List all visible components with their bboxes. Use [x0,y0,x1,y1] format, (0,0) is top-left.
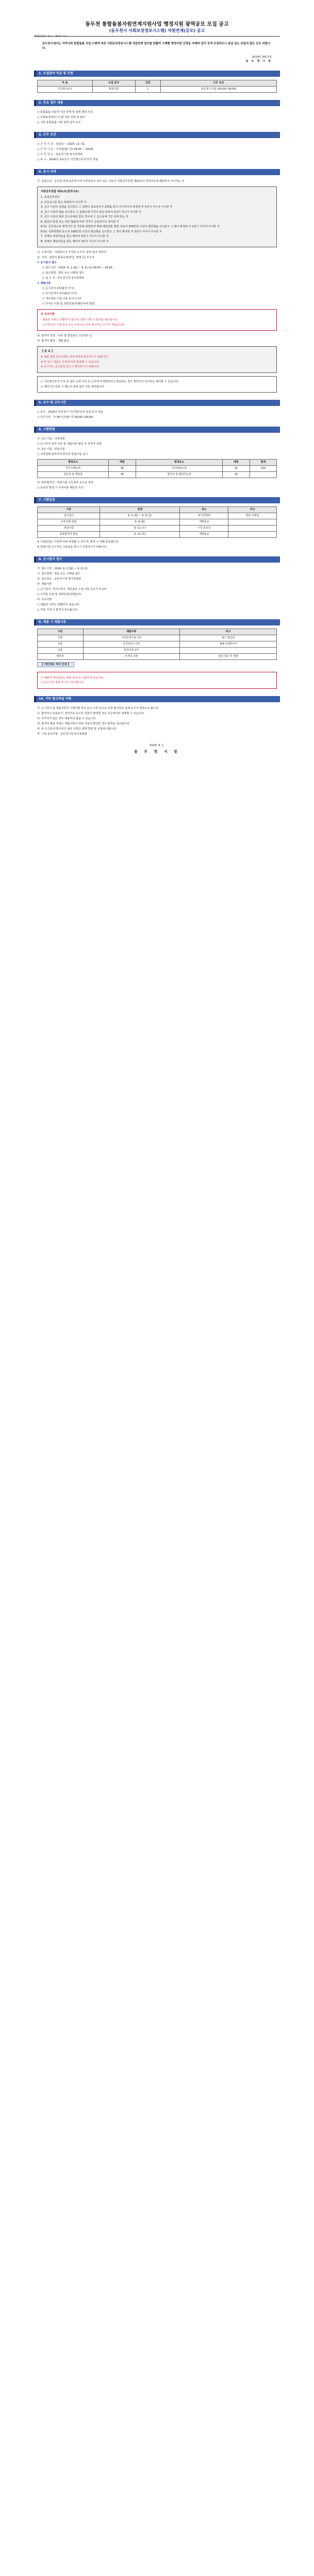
section-other [34,696,280,736]
list-item: 나. 2차 시험 : 면접시험 [37,448,65,451]
section-heading: 1. 모집분야 직급 및 인원 [34,71,280,77]
table-cell: 면접시험 [38,526,100,532]
table-cell: 행정지원 [92,87,135,93]
title-divider [34,36,280,37]
column-header: 제출서류 [83,629,180,635]
section-heading: 6. 시험방법 [34,427,280,433]
list-item: ○ 계약기간 만료 시 별도의 절차 없이 자동 해지됩니다. [41,385,105,388]
list-item: 1. 피성년후견인 [41,196,60,199]
table-cell: 공통 [38,635,84,641]
list-item: 가. 접수기간 : 2024. 9. 2.(월) ~ 9. 6.(금) [37,567,88,570]
list-item: ○ 자기소개서 1부(붙임 서식) [42,292,77,295]
table-cell: 통장사본 1부 [83,648,180,654]
table-row [38,532,277,538]
table-cell: 30 [109,472,136,478]
table-cell: 시청 회의실 [180,526,228,532]
list-item: ○ 근 무 기 간 : 임용일 ~ 2024. 12. 31. [37,143,86,146]
list-item: 라. 제출서류 [37,583,52,586]
notice-page [0,22,314,774]
table-row [38,87,277,93]
list-item: ○ 응시자격 적격 여부 및 제출서류 확인 후 적격자 선발 [37,443,102,446]
column-header: 장소 [180,507,228,513]
list-item: ※ 응시자는 공고문을 반드시 확인하시기 바랍니다. [41,365,100,368]
date-box [0,55,272,63]
notice-box [37,309,277,331]
table-cell: 건강진단서 1부 [83,641,180,648]
table-cell: 의사표현능력 [136,466,223,472]
table-row [38,526,277,532]
table-cell: 자격증 원본 [83,654,180,660]
column-header: 합계 [250,460,276,466]
list-item: 마. 본 공고문에 명시되지 않은 사항은 관계 법령 및 규정에 따릅니다. [37,727,118,731]
section-heading: 5. 보수 및 근무시간 [34,400,280,406]
table-row [38,648,277,654]
list-item: ※ 시험일정은 사정에 따라 변경될 수 있으며, 변경 시 개별 통보합니다. [37,540,120,544]
section-application [34,556,280,612]
footer-org: 동 두 천 시 장 [134,749,180,754]
list-item: ○ 자격증 사본 및 경력증명서(해당자) [37,593,81,596]
list-item: 6의3. 성폭력범죄 등으로 100만원 이상의 벌금형을 선고받고 그 형이 확정된 후 3년이 지나지 아니한 자 [41,230,162,233]
column-header: 구분 [38,629,84,635]
list-item: 다. 접수장소 : 동두천시청 복지정책과 [37,578,81,581]
list-item: 바. 기타 문의사항 : 동두천시청 복지정책과 [37,732,87,736]
list-item: ○ 허위 기재 시 합격이 취소됩니다. [37,608,78,612]
list-item: 2. 파산선고를 받고 복권되지 아니한 자 [41,200,87,204]
list-item: 8. 징계로 해임처분을 받은 때부터 3년이 지나지 아니한 자 [41,240,109,243]
list-item: ○ 응시원서 1부(붙임 서식) [42,287,74,290]
table-row [38,635,277,641]
list-item: 4. 금고 이상의 형을 선고받고 그 집행유예 기간이 끝난 날부터 2년이 지나지 아니한 자 [41,210,142,214]
column-header: 구분 [38,507,100,513]
list-item: 나. 합격자가 임용포기, 결격사유 등으로 결원이 발생한 경우 차순위자로 대체할 수 있습니다. [37,711,145,715]
table-cell: 9. 11.(수) [100,526,180,532]
notice-date: 2024년 9월 1일 [252,56,272,59]
privacy-pill: 【 개인정보 처리 안내 】 [37,662,74,667]
list-item: ※ 채용 관련 문의사항은 담당자에게 문의하시기 바랍니다. [41,355,109,359]
box-title: 지방공무원법 제31조(결격사유) [41,190,79,193]
table-cell [228,526,277,532]
table-row [38,472,277,478]
list-item: - 제출된 서류는 반환하지 않으며, 허위 기재 시 합격을 취소합니다. [41,318,119,321]
notice-title [0,22,314,34]
section-heading: 7. 시험일정 [34,497,280,503]
table-cell: 최종합격자 발표 [38,532,100,538]
list-item: ○ 제출된 서류는 반환하지 않습니다. [37,603,80,606]
list-item: ○ 보유기간 경과 후 즉시 파기합니다. [41,681,85,684]
table-cell: 주민등록초본 1부 [83,635,180,641]
documents-table [37,629,277,660]
table-cell: 공통 [38,648,84,654]
table-row [38,466,277,472]
list-item: ○ 자격증 사본 및 경력증명서(해당자에 한함) [42,302,95,306]
notice-org: 동 두 천 시 장 [245,60,272,63]
list-item: 마. 유의사항 [37,598,52,601]
table-cell: 최근 발급분 [180,635,277,641]
list-item: ○ 동점자 발생 시 우대사항 해당자 우선 [37,486,84,489]
recruitment-table [37,80,277,93]
column-header: 평정요소 [38,460,109,466]
list-item: ※ 면접시험 응시자는 신분증을 반드시 지참하시기 바랍니다. [37,546,108,549]
section-pay [34,400,280,419]
important-box [37,346,277,373]
column-header: 모집 분야 [92,80,135,87]
section-heading: 10. 기타 참고하실 사항 [34,696,280,702]
table-cell: 9. 12.(목) [100,532,180,538]
column-header: 배점 [223,460,250,466]
list-item: ○ 근무시간 : 주 40시간(월~금 09:00~18:00) [37,416,93,419]
column-header: 비고 [228,507,277,513]
table-cell: 방문·이메일 [228,513,277,519]
table-row [38,641,277,648]
table-row [38,513,277,519]
table-cell: 성실성 및 책임감 [38,472,109,478]
table-cell: 9. 2.(월) ~ 9. 6.(금) [100,513,180,519]
table-row [38,519,277,526]
table-cell: 공통 [38,641,84,648]
column-header: 직 종 [38,80,93,87]
privacy-box [37,672,277,689]
list-item: ○ 근 무 장 소 : 동두천시청 복지정책과 [37,153,82,156]
table-cell: 개별통보 [180,519,228,526]
table-cell [228,532,277,538]
table-cell: 해당자 [38,654,84,660]
list-item: 6. 법원의 판결 또는 다른 법률에 따라 자격이 상실되거나 정지된 자 [41,220,119,224]
title-main: 동두천 통합돌봄자원연계지원사업 행정지원 광역공모 모집 공고 [85,22,229,27]
list-item: 가. 응시원서 및 제출서류의 기재사항 착오 또는 누락 등으로 인한 불이익은 일체 응시자 책임으로 합니다. [37,706,159,710]
intro-text: 동두천시에서는 지역사회 통합돌봄 사업 수행에 따른 사회보장정보시스템 자원연계 업무를 원활히 수행할 행정지원 인력을 아래와 같이 공개 모집하오니 관심 있는 분들의 많은 응모 바랍니다. [42,42,271,50]
info-block [37,281,277,306]
list-item: 3. 금고 이상의 실형을 선고받고 그 집행이 종료되거나 집행을 받지 아니하기로 확정된 후 5년이 지나지 아니한 자 [41,206,173,209]
list-item: 다. 기타 : 컴퓨터 활용능력(한글, 엑셀 등) 우수자 [37,256,94,259]
list-item: 6의2. 공무원으로 재직기간 중 직무와 관련하여 횡령·배임죄를 범한 자로서 300만원 이상의 벌금형을 선고받고 그 형이 확정된 후 2년이 지나지 아니한 자 [41,225,220,228]
list-item: ○ 응시원서, 자기소개서, 개인정보 수집·이용 동의서 각 1부 [37,588,107,591]
block-title: ② 제출서류 [37,282,51,285]
table-cell: 전일제 주 5일 (09:00~18:00) [160,87,276,93]
section-schedule [34,497,280,549]
section-documents [34,619,280,689]
list-item: - 응시원서의 기재 착오 또는 누락으로 인한 불이익은 응시자 책임입니다. [41,323,125,327]
list-item: ○ 보 수 : 2024년 동두천시 기간제근로자 단가 적용 [37,158,98,161]
table-row [38,654,277,660]
list-item: 7. 징계로 파면처분을 받은 때부터 5년이 지나지 아니한 자 [41,235,109,238]
box-title: 【 중 요 】 [41,350,54,353]
eligibility-lead: 가. 공통요건 : 공고일 현재 동두천시에 주민등록이 되어 있는 자로서 지방공무원법 제31조의 결격사유에 해당하지 아니하는 자 [37,180,185,183]
column-header: 근무 조건 [160,80,276,87]
list-item: 나. 우대사항 : 사회복지사 자격증 소지자, 관련 분야 경력자 [37,251,106,254]
schedule-table [37,506,277,538]
list-item: 다. 최종합격자 : 면접시험 고득점자 순으로 결정 [37,481,93,484]
table-cell: 20 [223,472,250,478]
list-item: ○ 보수 : 2024년 동두천시 기간제근로자 임금 단가 적용 [37,411,103,414]
list-item: ※ 본 공고 내용은 사정에 따라 변경될 수 있습니다. [41,360,100,364]
table-cell: 기간제근로자 [38,87,93,93]
table-cell: 100 [250,466,276,472]
table-cell: 원본 대조 후 반환 [180,654,277,660]
column-header: 평정요소 [136,460,223,466]
table-cell: 원서접수 [38,513,100,519]
section-heading: 9. 채용 시 제출서류 [34,619,280,625]
section-duties [34,100,280,125]
list-item: 마. 합격자 발표 : 개별 통보 [37,340,69,343]
title-sub: (동두천시 사회보장정보시스템) 자원연계(공모) 공고 [109,28,205,33]
interview-score-table [37,459,277,478]
section-heading: 4. 응시 자격 [34,169,280,175]
list-item: 나. 접수방법 : 방문 또는 이메일 접수 [37,572,80,575]
section-recruitment [34,71,280,93]
block-title: ① 응시원서 접수 [37,261,57,264]
column-header: 비고 [180,629,277,635]
table-cell: 20 [223,466,250,472]
table-cell: 창의성 및 발전가능성 [136,472,223,478]
list-item: 라. 합격자 발표 후에도 제출서류의 허위 사실이 발견된 경우 합격을 취소합니다. [37,722,130,725]
table-cell: 직무수행능력 [38,466,109,472]
list-item: ○ 개인정보 수집·이용 동의서 1부 [42,297,82,300]
list-item: ○ 근 무 시 간 : 주 5일(월~금) 09:00 ~ 18:00 [37,148,93,151]
table-cell [250,472,276,478]
table-cell [180,648,277,654]
list-item: ○ 제출된 개인정보는 채용 목적 외 사용하지 않습니다. [41,676,104,680]
list-item: ○ 서류전형 합격자에 한하여 면접시험 실시 [37,453,88,456]
section-exam-method [34,427,280,490]
contract-box [37,376,277,393]
section-heading: 8. 응시원서 접수 [34,556,280,563]
list-item: ○ 사회보장정보시스템 자료 입력 및 관리 [37,116,85,119]
disqualification-box [37,187,277,247]
section-eligibility [34,169,280,393]
list-item: 5. 금고 이상의 형의 선고유예를 받은 경우에 그 선고유예 기간 중에 있는 자 [41,215,129,218]
list-item: ○ 기타 통합돌봄 사업 관련 업무 보조 [37,121,81,124]
section-heading: 3. 근무 조건 [34,132,280,138]
footer-date: 2024. 9. 1. [149,743,165,747]
section-conditions [34,132,280,162]
header-note: 행정안전부 예규 · 제2호 서식 [34,35,68,38]
list-item: 라. 합격자 결정 : 서류 및 면접심사 고득점자 순 [37,334,92,337]
table-cell: 개별통보 [180,532,228,538]
list-item: ○ 통합돌봄 대상자 자원 연계 및 관련 행정 지원 [37,111,93,114]
table-cell: 복지정책과 [180,513,228,519]
list-item: 다. 적격자가 없는 경우 채용하지 않을 수 있습니다. [37,717,97,720]
table-cell [228,519,277,526]
column-header: 배점 [109,460,136,466]
table-cell: 30 [109,466,136,472]
column-header: 일정 [100,507,180,513]
list-item: ○ 접수방법 : 방문 또는 이메일 접수 [42,272,85,275]
table-cell: 채용신체검사서 [180,641,277,648]
table-cell: 1 [135,87,160,93]
info-block [37,261,277,280]
table-cell: 9. 9.(월) [100,519,180,526]
box-title: ※ 유의사항 [41,313,55,316]
list-item: ○ 접수기간 : 2024. 9. 2.(월) ~ 9. 6.(금) 09:00 ~ 18:00 [42,266,112,269]
column-header: 인원 [135,80,160,87]
table-cell: 서류전형 발표 [38,519,100,526]
list-item: ○ 접 수 처 : 동두천시청 복지정책과 [42,277,85,280]
section-heading: 2. 주요 업무 내용 [34,100,280,106]
list-item: 가. 1차 시험 : 서류전형 [37,437,65,440]
list-item: ○ 기간제근로자 근무 중 업무 능력 부족 등 근무에 부적합하다고 판단되는 경우 계약기간 중이라도 해지할 수 있습니다. [41,380,179,383]
